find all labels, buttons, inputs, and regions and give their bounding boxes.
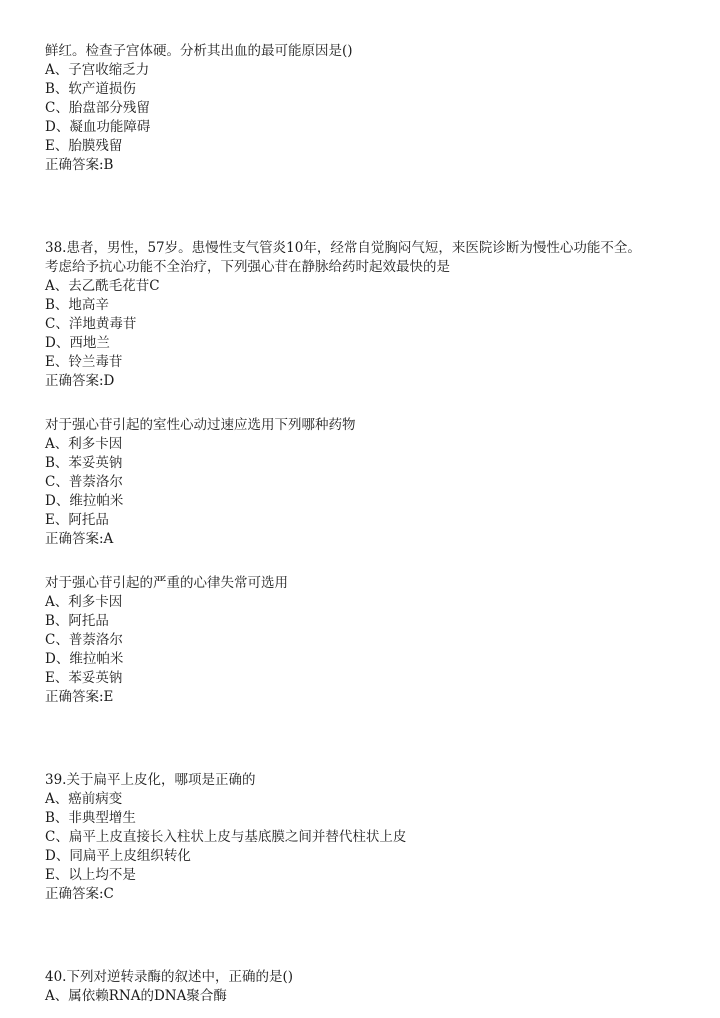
option-a: A、属依赖RNA的DNA聚合酶 (45, 988, 227, 1004)
correct-answer: 正确答案:B (45, 157, 114, 173)
correct-answer: 正确答案:D (45, 373, 115, 389)
question-39 (45, 771, 695, 904)
question-stem: 39.关于扁平上皮化，哪项是正确的 (45, 772, 256, 788)
question-38 (45, 239, 695, 391)
option-d: D、维拉帕米 (45, 493, 124, 509)
option-c: C、普萘洛尔 (45, 474, 123, 490)
question-38-sub-1 (45, 416, 695, 549)
option-b: B、阿托品 (45, 613, 109, 629)
option-a: A、去乙酰毛花苷C (45, 278, 160, 294)
option-e: E、苯妥英钠 (45, 670, 123, 686)
option-c: C、胎盘部分残留 (45, 100, 150, 116)
option-a: A、利多卡因 (45, 436, 123, 452)
option-d: D、西地兰 (45, 335, 110, 351)
correct-answer: 正确答案:A (45, 531, 114, 547)
correct-answer: 正确答案:C (45, 886, 114, 902)
option-e: E、铃兰毒苷 (45, 354, 123, 370)
document-page (45, 42, 695, 1006)
option-e: E、阿托品 (45, 512, 109, 528)
option-d: D、凝血功能障碍 (45, 119, 151, 135)
option-a: A、癌前病变 (45, 791, 123, 807)
question-stem: 鲜红。检查子宫体硬。分析其出血的最可能原因是() (45, 43, 353, 59)
question-stem-cont: 考虑给予抗心功能不全治疗，下列强心苷在静脉给药时起效最快的是 (45, 259, 450, 275)
option-d: D、维拉帕米 (45, 651, 124, 667)
correct-answer: 正确答案:E (45, 689, 114, 705)
question-38-sub-2 (45, 574, 695, 707)
option-c: C、洋地黄毒苷 (45, 316, 137, 332)
question-stem: 对于强心苷引起的室性心动过速应选用下列哪种药物 (45, 417, 356, 433)
question-40 (45, 968, 695, 1006)
option-c: C、扁平上皮直接长入柱状上皮与基底膜之间并替代柱状上皮 (45, 829, 407, 845)
option-e: E、以上均不是 (45, 867, 136, 883)
question-stem: 对于强心苷引起的严重的心律失常可选用 (45, 575, 288, 591)
option-b: B、地高辛 (45, 297, 109, 313)
option-b: B、软产道损伤 (45, 81, 136, 97)
question-stem: 40.下列对逆转录酶的叙述中，正确的是() (45, 969, 294, 985)
option-b: B、苯妥英钠 (45, 455, 123, 471)
option-e: E、胎膜残留 (45, 138, 123, 154)
question-37-tail (45, 42, 695, 175)
question-stem: 38.患者，男性，57岁。患慢性支气管炎10年，经常自觉胸闷气短，来医院诊断为慢性心功能不全。 (45, 240, 641, 256)
option-d: D、同扁平上皮组织转化 (45, 848, 191, 864)
option-b: B、非典型增生 (45, 810, 136, 826)
option-c: C、普萘洛尔 (45, 632, 123, 648)
option-a: A、利多卡因 (45, 594, 123, 610)
option-a: A、子宫收缩乏力 (45, 62, 150, 78)
